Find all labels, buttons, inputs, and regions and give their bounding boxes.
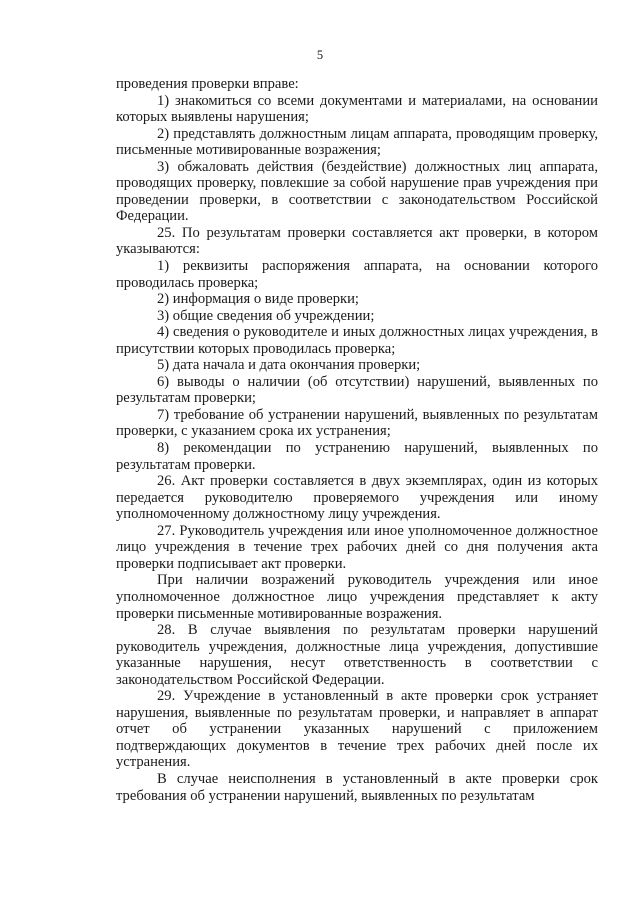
- list-item-right-2: 2) представлять должностным лицам аппарата, проводящим проверку, письменные мотивированные возражения;: [116, 125, 598, 159]
- list-item-right-3: 3) обжаловать действия (бездействие) должностных лиц аппарата, проводящих проверку, повлекшие за собой нарушение прав учреждения при проведении проверки, в соответствии с законодательством Российской Федерации.: [116, 158, 598, 225]
- clause-28: 28. В случае выявления по результатам проверки нарушений руководитель учреждения, должностные лица учреждения, допустившие указанные нарушения, несут ответственность в соответствии с законодательством Российской Федерации.: [116, 622, 598, 688]
- clause-26: 26. Акт проверки составляется в двух экземплярах, один из которых передается руководителю проверяемого учреждения или иному уполномоченному должностному лицу учреждения.: [116, 473, 598, 523]
- act-item-1: 1) реквизиты распоряжения аппарата, на основании которого проводилась проверка;: [116, 258, 598, 291]
- page-number: 5: [316, 48, 324, 62]
- list-item-right-1: 1) знакомиться со всеми документами и материалами, на основании которых выявлены нарушения;: [116, 92, 598, 126]
- act-item-8: 8) рекомендации по устранению нарушений, выявленных по результатам проверки.: [116, 440, 598, 473]
- act-item-7: 7) требование об устранении нарушений, выявленных по результатам проверки, с указанием срока их устранения;: [116, 406, 598, 440]
- paragraph-continuation: проведения проверки вправе:: [116, 76, 299, 92]
- document-body: [116, 76, 598, 804]
- clause-27: 27. Руководитель учреждения или иное уполномоченное должностное лицо учреждения в течение трех рабочих дней со дня получения акта проверки подписывает акт проверки.: [116, 522, 598, 572]
- clause-25: 25. По результатам проверки составляется акт проверки, в котором указываются:: [116, 224, 598, 258]
- clause-27-objections: При наличии возражений руководитель учреждения или иное уполномоченное должностное лицо учреждения представляет к акту проверки письменные мотивированные возражения.: [116, 572, 598, 622]
- clause-29: 29. Учреждение в установленный в акте проверки срок устраняет нарушения, выявленные по результатам проверки, и направляет в аппарат отчет об устранении указанных нарушений с приложением подтверждающих документов в течение трех рабочих дней после их устранения.: [116, 688, 598, 771]
- act-item-5: 5) дата начала и дата окончания проверки;: [157, 357, 421, 374]
- act-item-3: 3) общие сведения об учреждении;: [157, 307, 375, 324]
- act-item-2: 2) информация о виде проверки;: [157, 291, 359, 308]
- clause-29-nonfulfillment: В случае неисполнения в установленный в акте проверки срок требования об устранении нарушений, выявленных по результатам: [116, 770, 598, 804]
- act-item-6: 6) выводы о наличии (об отсутствии) нарушений, выявленных по результатам проверки;: [116, 373, 598, 407]
- act-item-4: 4) сведения о руководителе и иных должностных лицах учреждения, в присутствии которых проводилась проверка;: [116, 324, 598, 357]
